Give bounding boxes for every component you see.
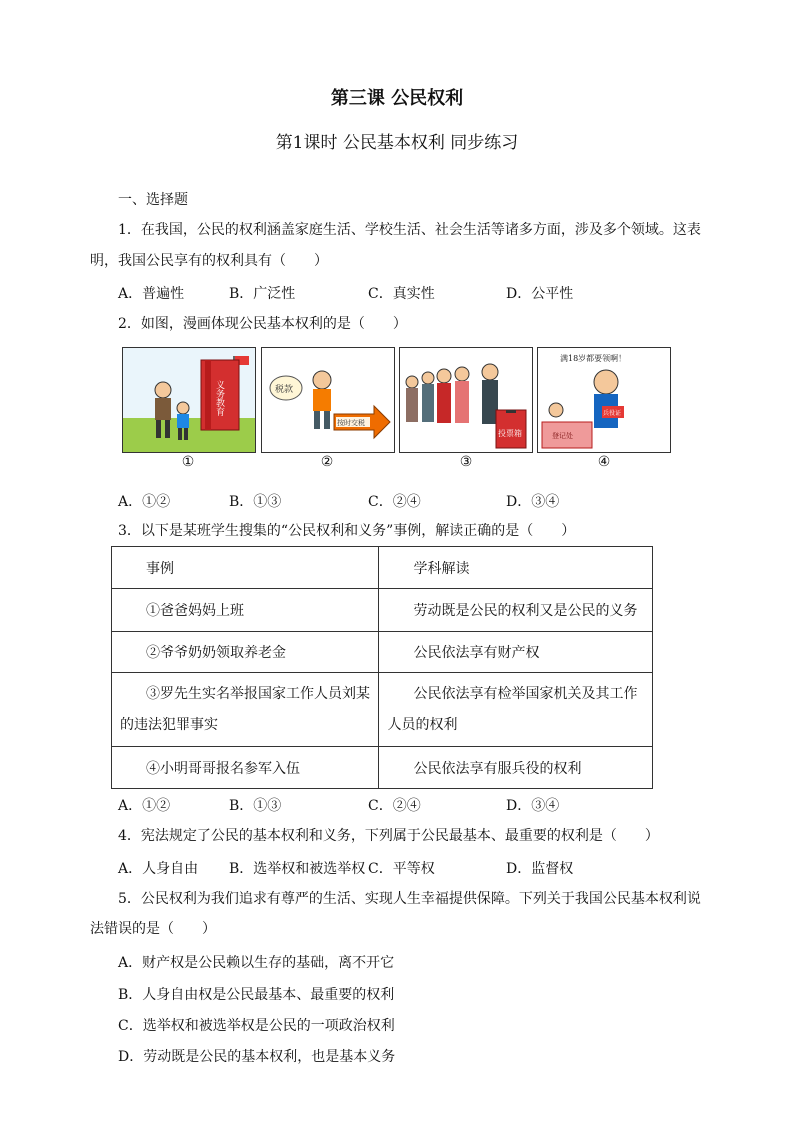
- q2-option-b[interactable]: B．①③: [229, 494, 282, 510]
- table-header-row: [112, 547, 653, 589]
- q3-stem: 3．以下是某班学生搜集的“公民权利和义务”事例，解读正确的是（ ）: [118, 523, 576, 539]
- picture-caption-1: ①: [181, 454, 195, 470]
- speech-text: 满18岁都要领啊！: [560, 354, 627, 363]
- q1-option-a[interactable]: A．普遍性: [118, 286, 185, 302]
- registration-desk-label: 登记处: [552, 432, 573, 440]
- example-cell: ④小明哥哥报名参军入伍: [146, 760, 300, 777]
- q4-option-a[interactable]: A．人身自由: [118, 861, 199, 877]
- example-cell: ①爸爸妈妈上班: [146, 603, 244, 619]
- q5-stem-line1: 5．公民权利为我们追求有尊严的生活、实现人生幸福提供保障。下列关于我国公民基本权利说: [118, 891, 701, 907]
- q4-option-b[interactable]: B．选举权和被选举权: [229, 861, 366, 877]
- q5-option-c[interactable]: C．选举权和被选举权是公民的一项政治权利: [118, 1018, 395, 1034]
- tax-sign-label: 按时交税: [337, 419, 365, 427]
- example-cell: ②爷爷奶奶领取养老金: [146, 645, 286, 661]
- table-row: [112, 673, 653, 747]
- q1-option-d[interactable]: D．公平性: [506, 286, 574, 302]
- interpretation-cell: 劳动既是公民的权利又是公民的义务: [413, 603, 638, 619]
- q1-stem-line1: 1．在我国，公民的权利涵盖家庭生活、学校生活、社会生活等诸多方面，涉及多个领域。这表: [118, 222, 701, 238]
- q1-stem-line2: 明，我国公民享有的权利具有（ ）: [90, 253, 328, 269]
- q1-option-b[interactable]: B．广泛性: [229, 286, 296, 302]
- q4-stem: 4．宪法规定了公民的基本权利和义务，下列属于公民最基本、最重要的权利是（ ）: [118, 828, 659, 844]
- q1-option-c[interactable]: C．真实性: [368, 286, 435, 302]
- q3-option-a[interactable]: A．①②: [118, 798, 171, 814]
- header-interpretation: 学科解读: [413, 560, 470, 577]
- cartoon-education: [122, 347, 256, 453]
- cartoon-military-service: [537, 347, 671, 453]
- q5-option-b[interactable]: B．人身自由权是公民最基本、最重要的权利: [118, 987, 395, 1003]
- q5-option-d[interactable]: D．劳动既是公民的基本权利，也是基本义务: [118, 1049, 396, 1065]
- q2-option-d[interactable]: D．③④: [506, 494, 560, 510]
- interpretation-cell: 公民依法享有检举国家机关及其工作: [413, 685, 638, 702]
- ballot-box-label: 投票箱: [498, 429, 522, 438]
- page-subtitle: 第1课时 公民基本权利 同步练习: [275, 133, 519, 153]
- q2-option-a[interactable]: A．①②: [118, 494, 171, 510]
- q4-option-d[interactable]: D．监督权: [506, 861, 574, 877]
- book-label: 义务教育: [214, 380, 224, 416]
- example-cell: ③罗先生实名举报国家工作人员刘某: [146, 685, 370, 702]
- picture-caption-4: ④: [597, 454, 611, 470]
- q3-option-b[interactable]: B．①③: [229, 798, 282, 814]
- q2-stem: 2．如图，漫画体现公民基本权利的是（ ）: [118, 316, 407, 332]
- cartoon-taxes: [261, 347, 395, 453]
- table-row: [112, 589, 653, 632]
- picture-caption-3: ③: [459, 454, 473, 470]
- service-card-label: 兵役证: [603, 410, 622, 417]
- picture-caption-2: ②: [320, 454, 334, 470]
- cartoon-voting: [399, 347, 533, 453]
- page-title: 第三课 公民权利: [330, 88, 464, 109]
- q5-option-a[interactable]: A．财产权是公民赖以生存的基础，离不开它: [118, 955, 395, 971]
- table-row: [112, 747, 653, 789]
- q3-option-d[interactable]: D．③④: [506, 798, 560, 814]
- example-cell-continued: 的违法犯罪事实: [120, 716, 218, 733]
- interpretation-cell: 公民依法享有服兵役的权利: [413, 760, 582, 777]
- header-example: 事例: [146, 560, 174, 577]
- interpretation-cell: 公民依法享有财产权: [413, 645, 540, 661]
- section-heading: 一、选择题: [118, 192, 188, 208]
- examples-table: [111, 546, 653, 789]
- q2-option-c[interactable]: C．②④: [368, 494, 421, 510]
- table-row: [112, 632, 653, 673]
- interpretation-cell-continued: 人员的权利: [387, 716, 458, 733]
- q5-stem-line2: 法错误的是（ ）: [90, 921, 216, 937]
- q3-option-c[interactable]: C．②④: [368, 798, 421, 814]
- tax-bag-label: 税款: [275, 385, 294, 395]
- q4-option-c[interactable]: C．平等权: [368, 861, 435, 877]
